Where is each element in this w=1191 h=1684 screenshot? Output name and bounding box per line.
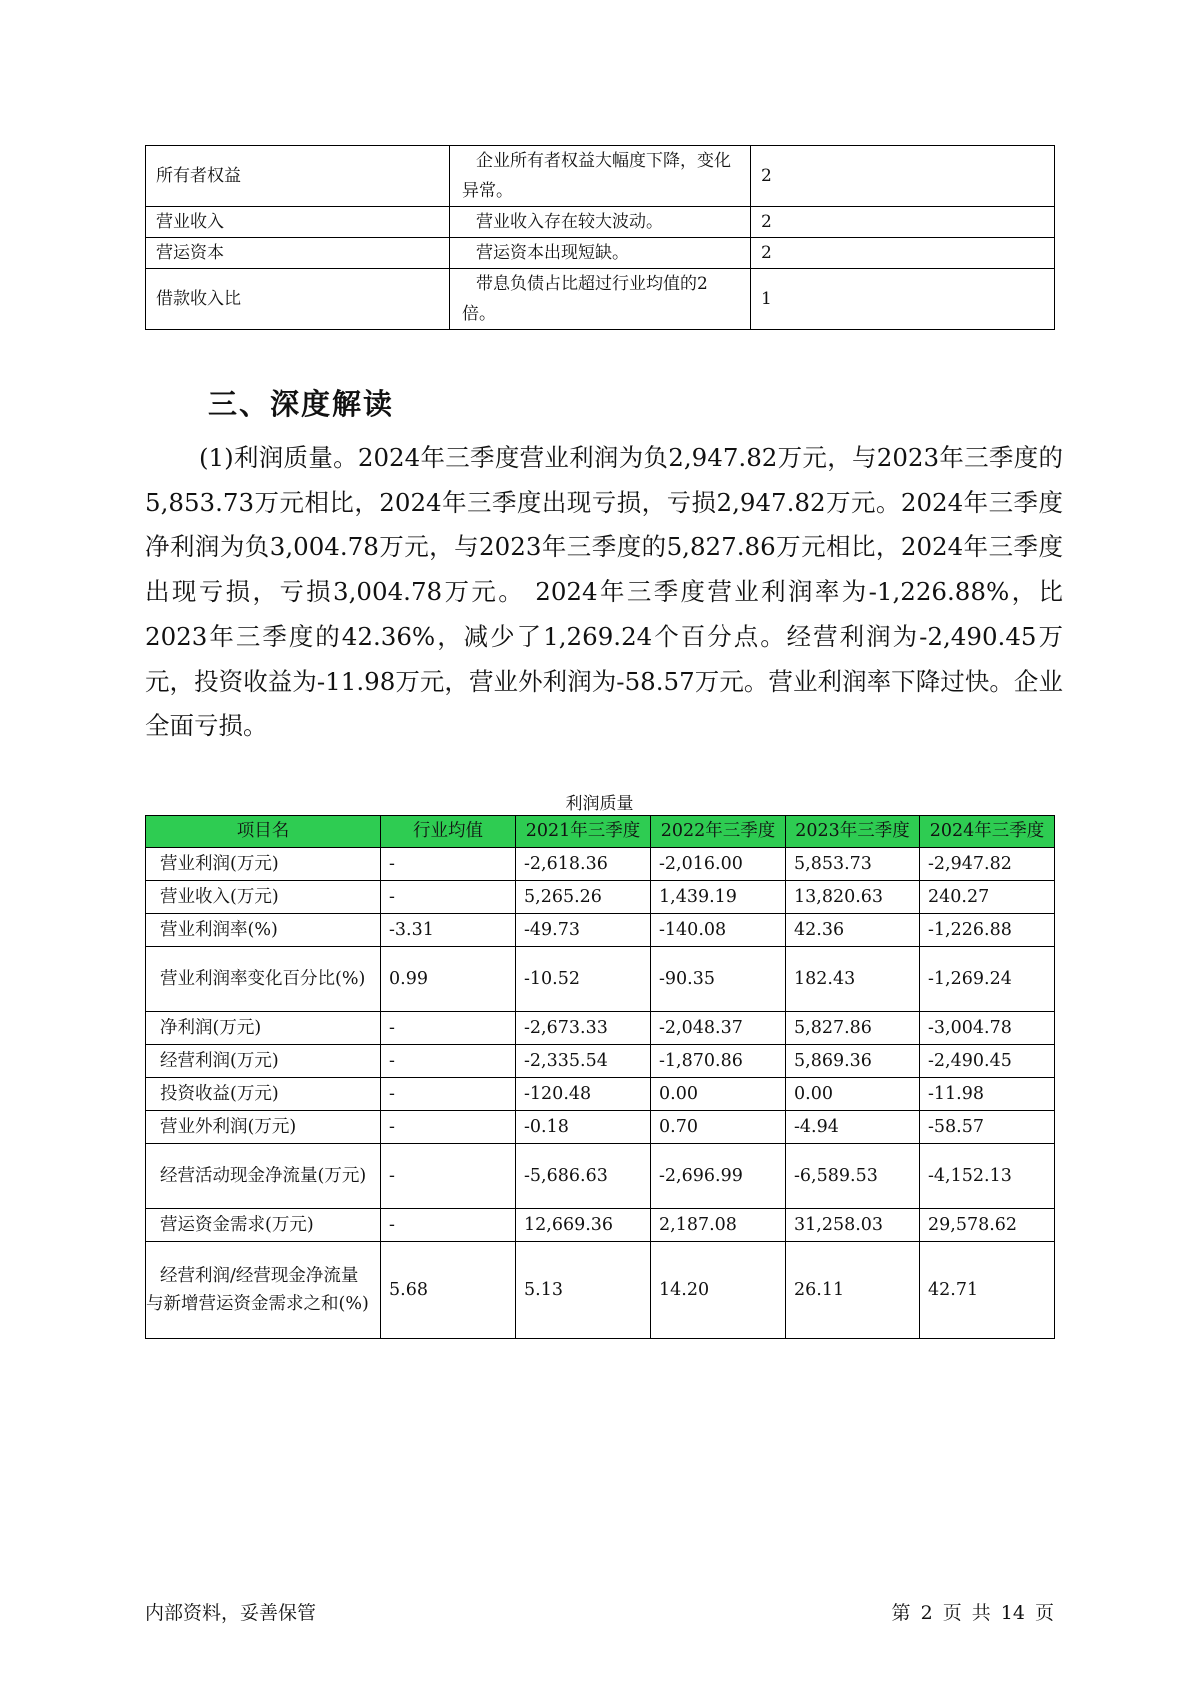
table-row [146,1078,1055,1111]
risk-item: 营业收入 [146,207,450,238]
table-cell: -1,226.88 [920,914,1055,947]
table-row [146,947,1055,1012]
row-label: 净利润(万元) [146,1012,381,1045]
risk-description: 营业收入存在较大波动。 [450,207,751,238]
section-heading: 三、深度解读 [208,387,395,421]
table-cell: -2,016.00 [651,848,786,881]
table-row [146,848,1055,881]
table-row [146,881,1055,914]
table-cell: 1,439.19 [651,881,786,914]
risk-description: 带息负债占比超过行业均值的2倍。 [450,269,751,330]
risk-description: 企业所有者权益大幅度下降，变化异常。 [450,146,751,207]
table-row [146,146,1055,207]
risk-table [145,145,1055,330]
table-cell: -3,004.78 [920,1012,1055,1045]
table-cell: -2,947.82 [920,848,1055,881]
table-cell: 240.27 [920,881,1055,914]
table-cell: 0.00 [786,1078,920,1111]
table-row [146,1242,1055,1339]
table-cell: 2,187.08 [651,1209,786,1242]
table-row [146,207,1055,238]
table-cell: -6,589.53 [786,1144,920,1209]
table-cell: - [381,1078,516,1111]
table-caption: 利润质量 [565,794,634,814]
table-cell: -11.98 [920,1078,1055,1111]
row-label: 营运资金需求(万元) [146,1209,381,1242]
table-cell: 0.99 [381,947,516,1012]
risk-item: 营运资本 [146,238,450,269]
table-cell: -0.18 [516,1111,651,1144]
risk-count: 2 [751,207,1055,238]
table-cell: -10.52 [516,947,651,1012]
table-header-row [146,816,1055,848]
table-cell: 42.36 [786,914,920,947]
table-cell: - [381,1012,516,1045]
table-row [146,1144,1055,1209]
table-cell: - [381,1045,516,1078]
table-cell: -3.31 [381,914,516,947]
risk-count: 2 [751,146,1055,207]
table-cell: - [381,1144,516,1209]
table-cell: -2,696.99 [651,1144,786,1209]
column-header: 2023年三季度 [786,816,920,848]
table-cell: - [381,1111,516,1144]
table-cell: 182.43 [786,947,920,1012]
table-cell: 5,265.26 [516,881,651,914]
table-cell: -49.73 [516,914,651,947]
analysis-paragraph: (1)利润质量。2024年三季度营业利润为负2,947.82万元，与2023年三季度的5,853.73万元相比，2024年三季度出现亏损，亏损2,947.82万元。2024年三季度净利润为负3,004.78万元，与2023年三季度的5,827.86万元相比，2024年三季度出现亏损，亏损3,004.78万元。 2024年三季度营业利润率为-1,226.88%，比2023年三季度的42.36%，减少了1,269.24个百分点。经营利润为-2,490.45万元，投资收益为-11.98万元，营业外利润为-58.57万元。营业利润率下降过快。企业全面亏损。 [145,443,1063,741]
table-cell: -120.48 [516,1078,651,1111]
table-cell: 5,853.73 [786,848,920,881]
column-header: 行业均值 [381,816,516,848]
table-row [146,1012,1055,1045]
row-label: 营业利润率变化百分比(%) [146,947,381,1012]
table-row [146,1111,1055,1144]
table-cell: - [381,1209,516,1242]
table-cell: -1,870.86 [651,1045,786,1078]
footer-confidential-note: 内部资料，妥善保管 [145,1602,317,1624]
table-cell: 29,578.62 [920,1209,1055,1242]
table-cell: 5,827.86 [786,1012,920,1045]
table-cell: 0.00 [651,1078,786,1111]
table-cell: -5,686.63 [516,1144,651,1209]
table-cell: 26.11 [786,1242,920,1339]
table-cell: -1,269.24 [920,947,1055,1012]
risk-item: 所有者权益 [146,146,450,207]
row-label: 营业外利润(万元) [146,1111,381,1144]
table-cell: 31,258.03 [786,1209,920,1242]
row-label: 营业利润率(%) [146,914,381,947]
column-header: 2021年三季度 [516,816,651,848]
table-cell: 5.68 [381,1242,516,1339]
table-cell: -2,490.45 [920,1045,1055,1078]
table-cell: -4,152.13 [920,1144,1055,1209]
profit-quality-table [145,815,1055,1339]
table-cell: -90.35 [651,947,786,1012]
table-cell: - [381,881,516,914]
column-header: 2024年三季度 [920,816,1055,848]
table-cell: 13,820.63 [786,881,920,914]
risk-item: 借款收入比 [146,269,450,330]
table-cell: 0.70 [651,1111,786,1144]
table-row [146,1209,1055,1242]
table-cell: -58.57 [920,1111,1055,1144]
risk-description: 营运资本出现短缺。 [450,238,751,269]
footer-page-number: 第 2 页 共 14 页 [891,1602,1054,1624]
table-cell: -2,618.36 [516,848,651,881]
table-row [146,269,1055,330]
row-label: 营业收入(万元) [146,881,381,914]
table-row [146,914,1055,947]
column-header: 项目名 [146,816,381,848]
table-cell: 42.71 [920,1242,1055,1339]
row-label: 经营活动现金净流量(万元) [146,1144,381,1209]
table-cell: -4.94 [786,1111,920,1144]
table-row [146,238,1055,269]
row-label: 经营利润/经营现金净流量与新增营运资金需求之和(%) [146,1242,381,1339]
table-cell: -2,335.54 [516,1045,651,1078]
table-cell: 12,669.36 [516,1209,651,1242]
table-row [146,1045,1055,1078]
row-label: 营业利润(万元) [146,848,381,881]
risk-count: 1 [751,269,1055,330]
table-cell: 5,869.36 [786,1045,920,1078]
table-cell: -2,048.37 [651,1012,786,1045]
table-cell: -2,673.33 [516,1012,651,1045]
table-cell: -140.08 [651,914,786,947]
row-label: 经营利润(万元) [146,1045,381,1078]
row-label: 投资收益(万元) [146,1078,381,1111]
table-cell: 14.20 [651,1242,786,1339]
column-header: 2022年三季度 [651,816,786,848]
risk-count: 2 [751,238,1055,269]
table-cell: - [381,848,516,881]
table-cell: 5.13 [516,1242,651,1339]
